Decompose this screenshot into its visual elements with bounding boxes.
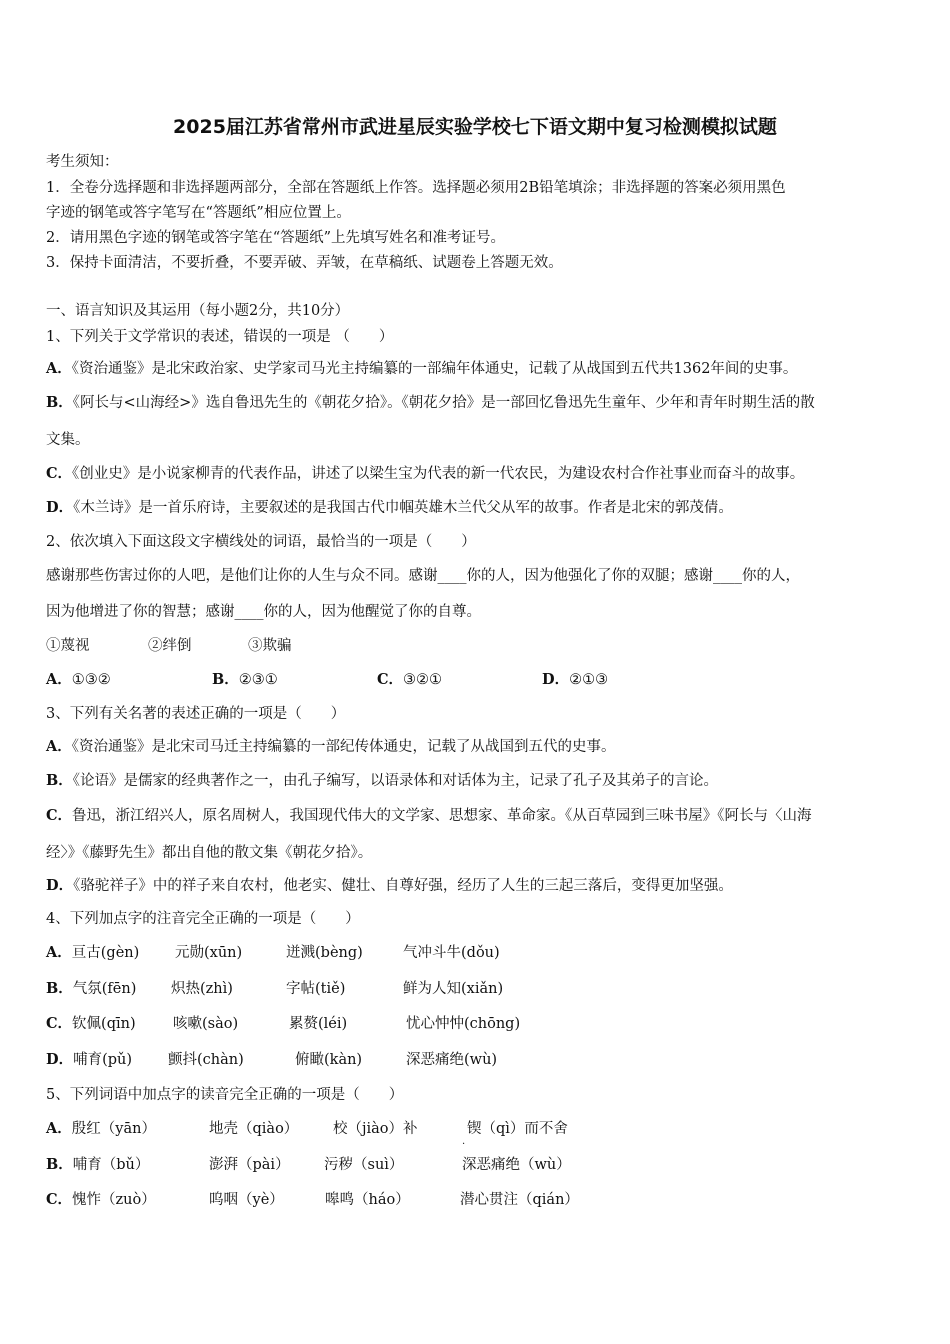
q5-option-b: B．哺育（bǔ） xyxy=(46,1156,150,1173)
q5-option-a-4: 锲（qì）而不舍 xyxy=(467,1121,568,1137)
q2-passage-2: 因为他增进了你的智慧；感谢____你的人，因为他醒觉了你的自尊。 xyxy=(46,604,481,620)
q5-option-c: C．愧怍（zuò） xyxy=(46,1191,156,1208)
q1-stem: 1、下列关于文学常识的表述，错误的一项是 （ ） xyxy=(46,329,394,345)
q4-option-c-2: 咳嗽(sào) xyxy=(173,1016,239,1032)
page-title: 2025届江苏省常州市武进星辰实验学校七下语文期中复习检测模拟试题 xyxy=(173,116,777,138)
q2-word-1: ①蔑视 xyxy=(46,638,90,654)
notice-line-3: 2．请用黑色字迹的钢笔或答字笔在“答题纸”上先填写姓名和准考证号。 xyxy=(46,230,506,246)
q3-option-a: A．《资治通鉴》是北宋司马迁主持编纂的一部纪传体通史，记载了从战国到五代的史事。 xyxy=(46,738,616,755)
q2-option-b: B．②③① xyxy=(212,671,278,688)
q4-option-b-2: 炽热(zhì) xyxy=(171,981,233,997)
q5-option-a-3: 校（jiào）补 xyxy=(333,1121,418,1137)
q5-option-a-2: 地壳（qiào） xyxy=(209,1121,299,1137)
q4-option-a-4: 气冲斗牛(dǒu) xyxy=(403,945,500,961)
q5-option-a: A．殷红（yān） xyxy=(46,1120,156,1137)
q5-stem: 5、下列词语中加点字的读音完全正确的一项是（ ） xyxy=(46,1087,404,1103)
q4-option-c-4: 忧心忡忡(chōng) xyxy=(406,1016,521,1032)
q4-option-b-4: 鲜为人知(xiǎn) xyxy=(403,981,504,997)
q4-option-d-3: 俯瞰(kàn) xyxy=(295,1052,363,1068)
notice-heading: 考生须知： xyxy=(46,154,119,170)
q4-option-d-4: 深恶痛绝(wù) xyxy=(406,1052,498,1068)
q3-option-c-cont: 经〉》《藤野先生》都出自他的散文集《朝花夕拾》。 xyxy=(46,845,373,861)
notice-line-4: 3．保持卡面清洁，不要折叠，不要弄破、弄皱，在草稿纸、试题卷上答题无效。 xyxy=(46,255,563,271)
q5-option-c-3: 嗥鸣（háo） xyxy=(325,1192,410,1208)
q4-option-b: B．气氛(fēn) xyxy=(46,980,137,997)
emphasis-dot-mark: . xyxy=(462,1136,466,1147)
q5-option-b-3: 污秽（suì） xyxy=(324,1157,404,1173)
q1-option-b-cont: 文集。 xyxy=(46,432,90,448)
q4-option-a: A．亘古(gèn) xyxy=(46,944,140,961)
q1-option-a: A．《资治通鉴》是北宋政治家、史学家司马光主持编纂的一部编年体通史，记载了从战国到五代共1362年间的史事。 xyxy=(46,360,798,377)
q2-option-c: C．③②① xyxy=(377,671,443,688)
q4-option-a-3: 迸溅(bèng) xyxy=(286,945,363,961)
q4-option-d: D．哺育(pǔ) xyxy=(46,1051,133,1068)
q4-option-c: C．钦佩(qīn) xyxy=(46,1015,136,1032)
q5-option-b-4: 深恶痛绝（wù） xyxy=(462,1157,571,1173)
q4-option-a-2: 元勋(xūn) xyxy=(175,945,243,961)
q4-stem: 4、下列加点字的注音完全正确的一项是（ ） xyxy=(46,911,360,927)
q2-passage-1: 感谢那些伤害过你的人吧，是他们让你的人生与众不同。感谢____你的人，因为他强化了你的双腿；感谢____你的人， xyxy=(46,568,800,584)
notice-line-1: 1．全卷分选择题和非选择题两部分，全部在答题纸上作答。选择题必须用2B铅笔填涂；非选择题的答案必须用黑色 xyxy=(46,180,786,196)
q3-option-b: B．《论语》是儒家的经典著作之一，由孔子编写，以语录体和对话体为主，记录了孔子及其弟子的言论。 xyxy=(46,772,719,789)
q2-stem: 2、依次填入下面这段文字横线处的词语，最恰当的一项是（ ） xyxy=(46,534,476,550)
q3-stem: 3、下列有关名著的表述正确的一项是（ ） xyxy=(46,706,346,722)
q2-word-3: ③欺骗 xyxy=(248,638,292,654)
q2-option-d: D．②①③ xyxy=(542,671,609,688)
section-heading: 一、语言知识及其运用（每小题2分，共10分） xyxy=(46,303,350,319)
q4-option-d-2: 颤抖(chàn) xyxy=(168,1052,244,1068)
notice-line-2: 字迹的钢笔或答字笔写在“答题纸”相应位置上。 xyxy=(46,205,351,221)
q5-option-c-2: 呜咽（yè） xyxy=(209,1192,284,1208)
q1-option-d: D．《木兰诗》是一首乐府诗，主要叙述的是我国古代巾帼英雄木兰代父从军的故事。作者是北宋的郭茂倩。 xyxy=(46,499,733,516)
q1-option-c: C．《创业史》是小说家柳青的代表作品，讲述了以梁生宝为代表的新一代农民，为建设农村合作社事业而奋斗的故事。 xyxy=(46,465,805,482)
q3-option-c: C．鲁迅，浙江绍兴人，原名周树人，我国现代伟大的文学家、思想家、革命家。《从百草园到三味书屋》《阿长与〈山海 xyxy=(46,807,812,824)
q3-option-d: D．《骆驼祥子》中的祥子来自农村，他老实、健壮、自尊好强，经历了人生的三起三落后，变得更加坚强。 xyxy=(46,877,733,894)
q1-option-b: B．《阿长与<山海经>》选自鲁迅先生的《朝花夕拾》。《朝花夕拾》是一部回忆鲁迅先生童年、少年和青年时期生活的散 xyxy=(46,394,815,411)
q4-option-c-3: 累赘(léi) xyxy=(289,1016,348,1032)
q2-word-2: ②绊倒 xyxy=(148,638,192,654)
q5-option-b-2: 澎湃（pài） xyxy=(209,1157,290,1173)
q4-option-b-3: 字帖(tiě) xyxy=(286,981,346,997)
q2-option-a: A．①③② xyxy=(46,671,111,688)
q5-option-c-4: 潜心贯注（qián） xyxy=(460,1192,579,1208)
